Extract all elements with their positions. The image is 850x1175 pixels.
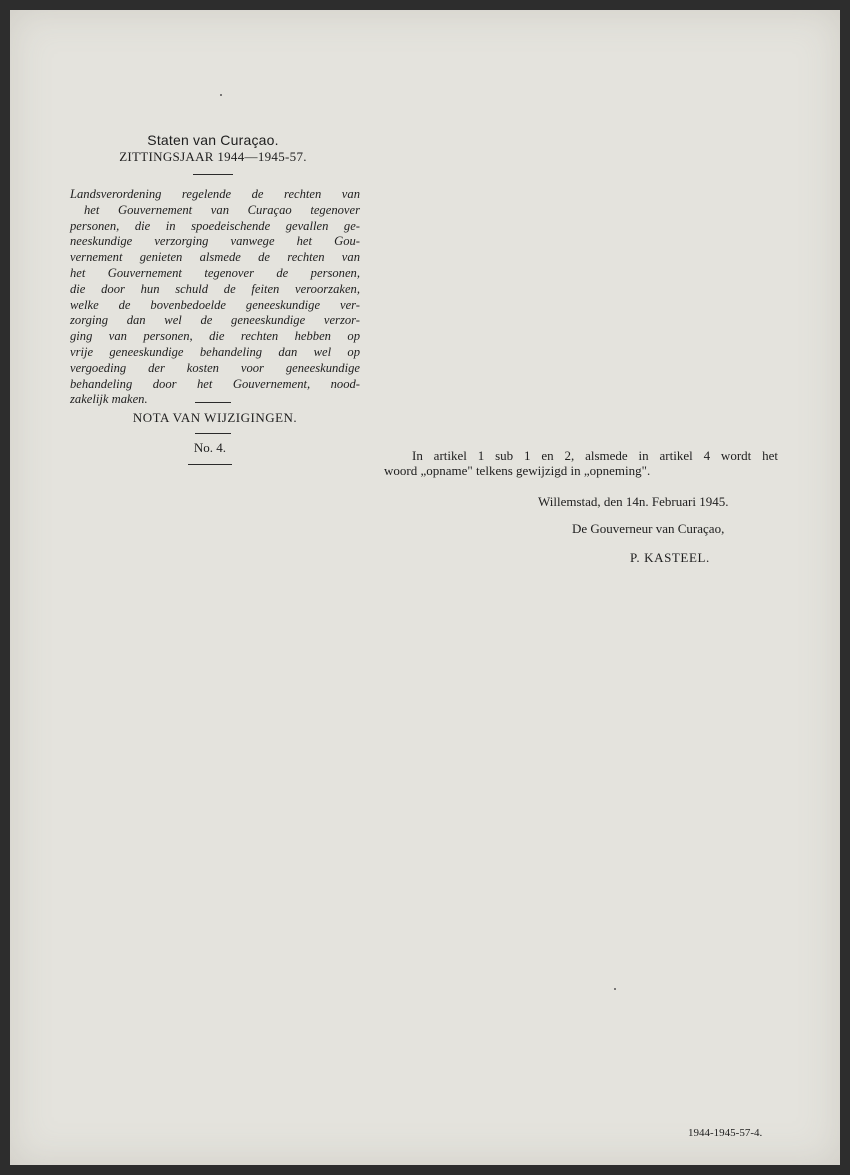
session-year: ZITTINGSJAAR 1944—1945-57. [119,149,307,164]
subject-line: ging van personen, die rechten hebben op [70,329,360,344]
subject-line: welke de bovenbedoelde geneeskundige ver- [70,297,360,312]
paper-speck [614,988,616,990]
subject-line: die door hun schuld de feiten veroorzaken, [70,281,360,296]
amendment-line: woord „opname" telkens gewijzigd in „opneming". [384,463,651,478]
document-reference: 1944-1945-57-4. [688,1127,763,1139]
document-header [102,132,324,175]
nota-number: No. 4. [193,440,227,455]
subject-line: zorging dan wel de geneeskundige verzor- [70,313,360,328]
subject-divider [195,402,231,403]
subject-line: neeskundige verzorging vanwege het Gou- [70,234,360,249]
document-page [10,10,840,1165]
org-title: Staten van Curaçao. [147,132,279,148]
subject-line: vergoeding der kosten voor geneeskundige [70,360,360,375]
nota-title: NOTA VAN WIJZIGINGEN. [132,410,298,425]
place-date: Willemstad, den 14n. Februari 1945. [538,494,729,509]
subject-line: behandeling door het Gouvernement, nood- [70,376,360,391]
subject-line: personen, die in spoedeischende gevallen ge- [70,218,360,233]
subject-line: Landsverordening regelende de rechten van [70,187,360,201]
subject-line: zakelijk maken. [70,392,148,407]
signer-name: P. KASTEEL. [630,550,710,565]
header-divider [193,174,233,175]
amendment-line: In artikel 1 sub 1 en 2, alsmede in artikel 4 wordt het [412,448,778,463]
governor-title: De Gouverneur van Curaçao, [572,521,725,536]
nota-divider [195,433,231,434]
subject-line: vrije geneeskundige behandeling dan wel op [70,344,360,359]
amendment-text [384,448,778,478]
paper-speck [220,94,222,96]
ordinance-subject [70,187,360,408]
subject-line: het Gouvernement tegenover de personen, [70,265,360,280]
number-divider [188,464,232,465]
subject-line: vernement genieten alsmede de rechten van [70,250,360,265]
subject-line: het Gouvernement van Curaçao tegenover [84,202,360,217]
